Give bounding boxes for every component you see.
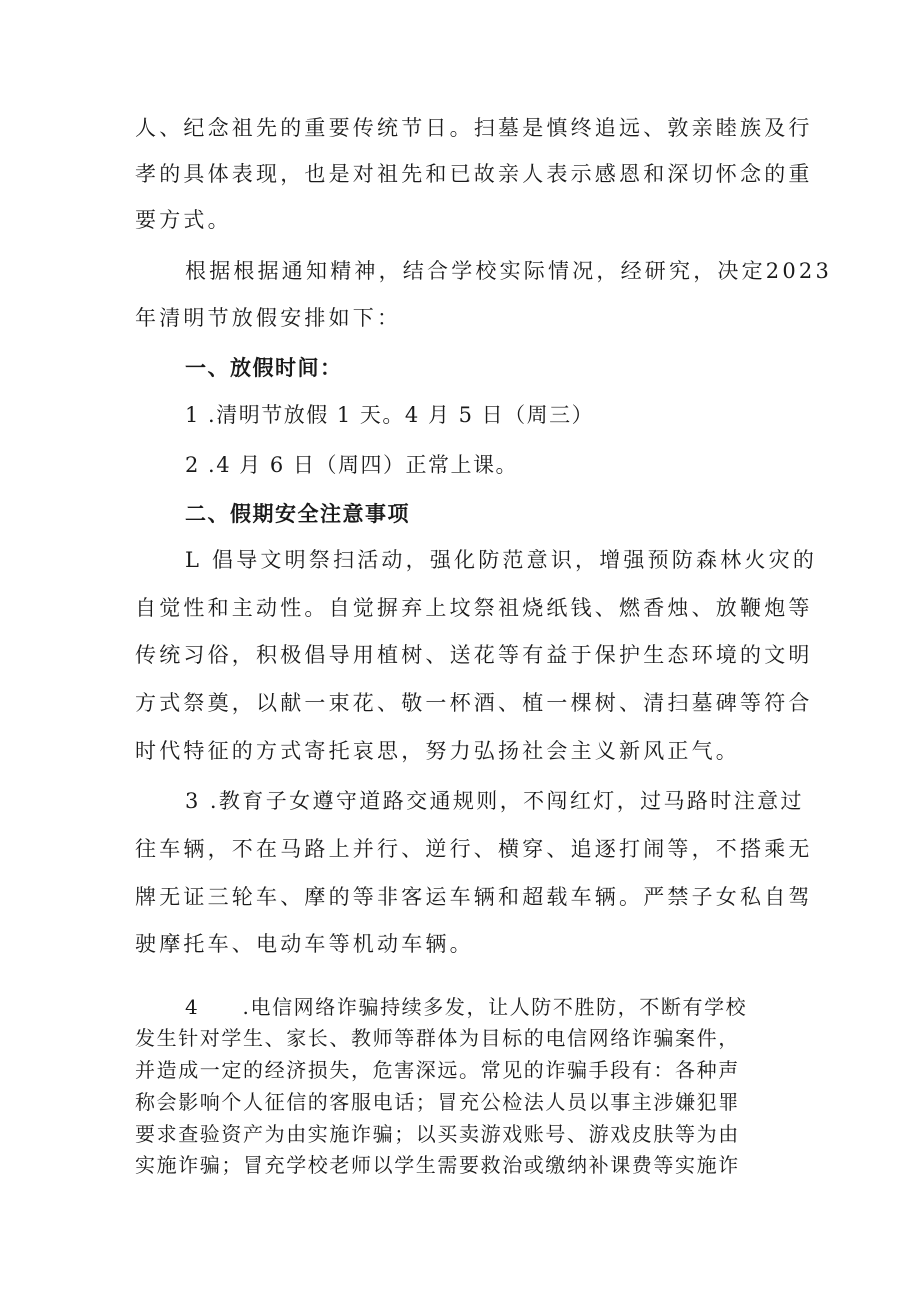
paragraph-line: 并造成一定的经济损失，危害深远。常见的诈骗手段有：各种声	[135, 1058, 740, 1082]
paragraph-line: 要方式。	[135, 208, 232, 232]
paragraph-line: 3 .教育子女遵守道路交通规则，不闯红灯，过马路时注意过	[185, 789, 804, 813]
paragraph-line: 年清明节放假安排如下：	[135, 306, 402, 330]
section-heading: 二、假期安全注意事项	[185, 502, 410, 526]
paragraph-line: 称会影响个人征信的客服电话；冒充公检法人员以事主涉嫌犯罪	[135, 1090, 740, 1114]
paragraph-line: 方式祭奠，以献一束花、敬一杯酒、植一棵树、清扫墓碑等符合	[135, 691, 813, 715]
paragraph-line: 时代特征的方式寄托哀思，努力弘扬社会主义新风正气。	[135, 739, 740, 763]
paragraph-line: 自觉性和主动性。自觉摒弃上坟祭祖烧纸钱、燃香烛、放鞭炮等	[135, 596, 813, 620]
paragraph-line: 实施诈骗；冒充学校老师以学生需要救治或缴纳补课费等实施诈	[135, 1153, 740, 1177]
paragraph-line: 人、纪念祖先的重要传统节日。扫墓是慎终追远、敦亲睦族及行	[135, 116, 813, 140]
paragraph-line: 根据根据通知精神，结合学校实际情况，经研究，决定2023	[185, 259, 833, 283]
paragraph-line: 传统习俗，积极倡导用植树、送花等有益于保护生态环境的文明	[135, 643, 813, 667]
list-item: 1 .清明节放假 1 天。4 月 5 日（周三）	[185, 403, 595, 427]
paragraph-line: 牌无证三轮车、摩的等非客运车辆和超载车辆。严禁子女私自驾	[135, 885, 813, 909]
section-heading: 一、放假时间：	[185, 356, 343, 380]
paragraph-line: L 倡导文明祭扫活动，强化防范意识，增强预防森林火灾的	[185, 548, 818, 572]
paragraph-line: 要求查验资产为由实施诈骗；以买卖游戏账号、游戏皮肤等为由	[135, 1122, 740, 1146]
paragraph-line: 发生针对学生、家长、教师等群体为目标的电信网络诈骗案件，	[135, 1026, 740, 1050]
paragraph-line: 往车辆，不在马路上并行、逆行、横穿、追逐打闹等，不搭乘无	[135, 837, 813, 861]
paragraph-line: 孝的具体表现，也是对祖先和已故亲人表示感恩和深切怀念的重	[135, 162, 813, 186]
list-item: 2 .4 月 6 日（周四）正常上课。	[185, 453, 518, 477]
paragraph-line: 4 .电信网络诈骗持续多发，让人防不胜防，不断有学校	[185, 995, 748, 1019]
paragraph-line: 驶摩托车、电动车等机动车辆。	[135, 932, 474, 956]
